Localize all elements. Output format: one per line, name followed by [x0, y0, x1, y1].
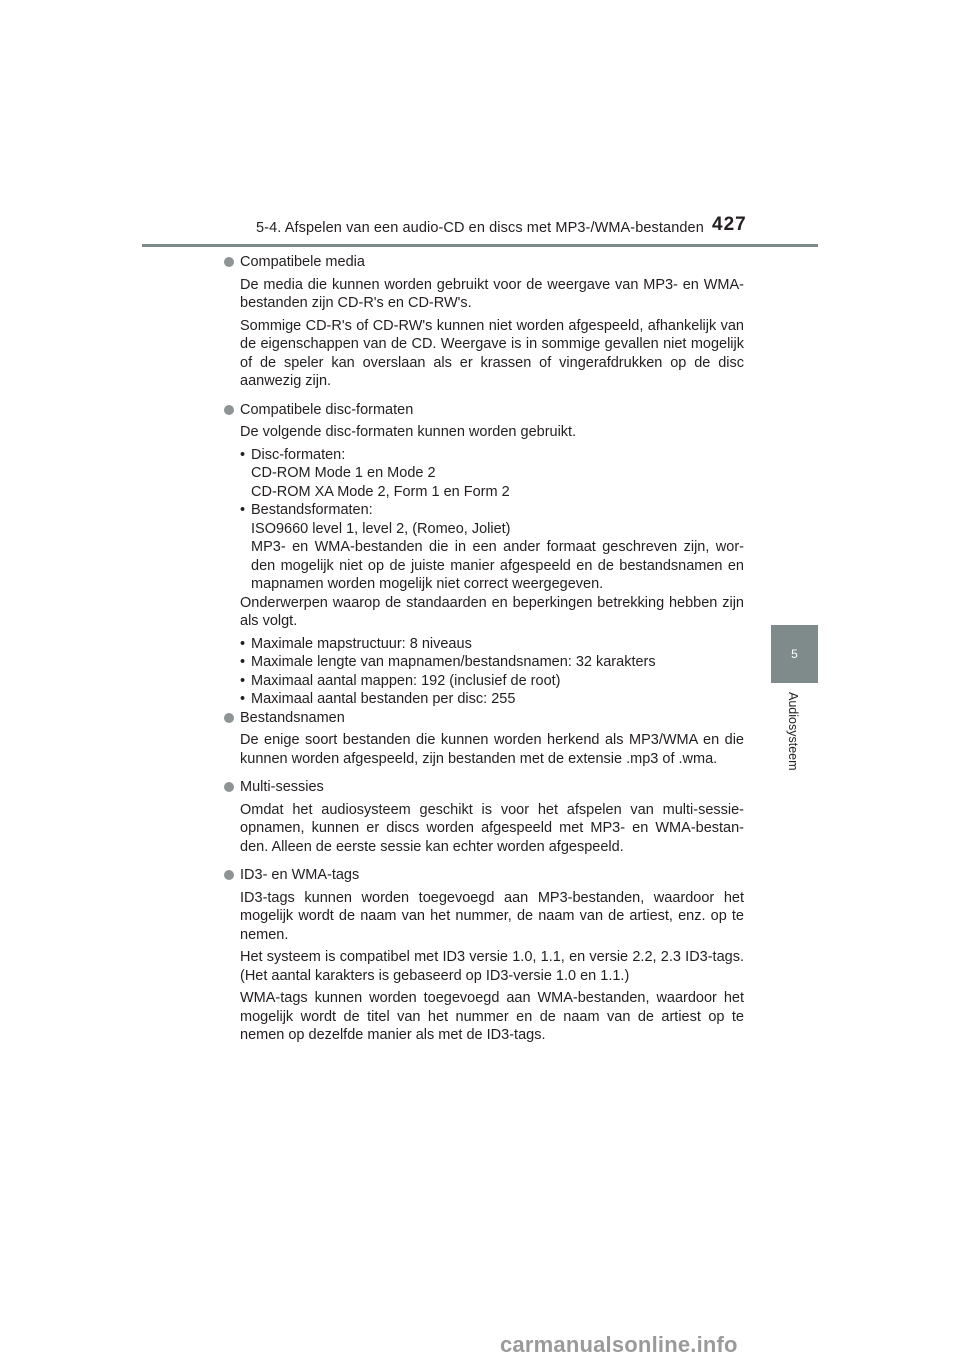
media-paragraph-2: Sommige CD-R's of CD-RW's kunnen niet worden afgespeeld, afhankelijk van de eigenschappen van de CD. Weergave is in sommige gevallen niet mogelijk of de speler kan overslaan als er krassen of vingerafdrukken op de disc aanwezig zijn.: [240, 317, 744, 389]
page-number: 427: [712, 214, 747, 235]
chapter-tab: [771, 625, 818, 683]
formats-list: [240, 446, 744, 594]
media-paragraph-1: De media die kunnen worden gebruikt voor de weergave van MP3- en WMA-bestanden zijn CD-R's en CD-RW's.: [240, 276, 744, 311]
list-item: • Maximale lengte van mapnamen/bestandsnamen: 32 karakters: [240, 653, 744, 672]
bullet-dot-icon: [224, 870, 234, 880]
list-item: • Maximale mapstructuur: 8 niveaus: [240, 635, 744, 654]
list-item: • Disc-formaten: CD-ROM Mode 1 en Mode 2 CD-ROM XA Mode 2, Form 1 en Form 2: [240, 446, 744, 502]
page-content: [224, 253, 744, 1045]
section-heading-tags: [224, 866, 744, 885]
section-heading-media: [224, 253, 744, 272]
formats-intro: De volgende disc-formaten kunnen worden gebruikt.: [240, 424, 577, 440]
list-item: • Maximaal aantal mappen: 192 (inclusief de root): [240, 672, 744, 691]
bullet-dot-icon: [224, 405, 234, 415]
watermark: carmanualsonline.info: [500, 1332, 738, 1357]
limits-intro: Onderwerpen waarop de standaarden en beperkingen betrekking hebben zijn als volgt.: [240, 594, 744, 629]
section-heading-filenames: [224, 709, 744, 728]
bullet-dot-icon: [224, 713, 234, 723]
tags-paragraph-2: Het systeem is compatibel met ID3 versie 1.0, 1.1, en versie 2.2, 2.3 ID3-tags. (Het aantal karakters is gebaseerd op ID3-versie 1.0 en 1.1.): [240, 949, 744, 984]
section-heading-text: Compatibele media: [240, 254, 365, 270]
chapter-label: Audiosysteem: [786, 692, 800, 771]
section-heading-text: Multi-sessies: [240, 779, 324, 795]
chapter-number: 5: [791, 647, 798, 661]
tags-paragraph-1: ID3-tags kunnen worden toegevoegd aan MP3-bestanden, waardoor het mogelijk wordt de naam van het nummer, de naam van de artiest, enz. op te nemen.: [240, 889, 744, 943]
section-heading-text: ID3- en WMA-tags: [240, 867, 360, 883]
list-item: • Maximaal aantal bestanden per disc: 255: [240, 690, 744, 709]
section-heading-multisession: [224, 778, 744, 797]
list-item: • Bestandsformaten: ISO9660 level 1, level 2, (Romeo, Joliet) MP3- en WMA-bestanden die in een ander formaat geschreven zijn, wor-den mogelijk niet op de juiste manier afgespeeld en de bestandsnamen en mapnamen worden mogelijk niet correct weergegeven.: [240, 501, 744, 594]
header-title: 5-4. Afspelen van een audio-CD en discs met MP3-/WMA-bestanden: [256, 220, 704, 236]
bullet-dot-icon: [224, 257, 234, 267]
section-heading-text: Bestandsnamen: [240, 709, 345, 726]
filenames-paragraph: De enige soort bestanden die kunnen worden herkend als MP3/WMA en die kunnen worden afgespeeld, zijn bestanden met de extensie .mp3 of .wma.: [240, 732, 744, 767]
tags-paragraph-3: WMA-tags kunnen worden toegevoegd aan WMA-bestanden, waardoor het mogelijk wordt de titel van het nummer en de naam van de artiest op te nemen op dezelfde manier als met de ID3-tags.: [240, 990, 744, 1043]
section-heading-formats: [224, 401, 744, 420]
section-heading-text: Compatibele disc-formaten: [240, 401, 414, 418]
multisession-paragraph: Omdat het audiosysteem geschikt is voor het afspelen van multi-sessie-opnamen, kunnen er discs worden afgespeeld met MP3- en WMA-bestan-den. Alleen de eerste sessie kan echter worden afgespeeld.: [240, 801, 744, 855]
limits-list: [240, 635, 744, 709]
header-rule: [142, 244, 818, 247]
bullet-dot-icon: [224, 782, 234, 792]
